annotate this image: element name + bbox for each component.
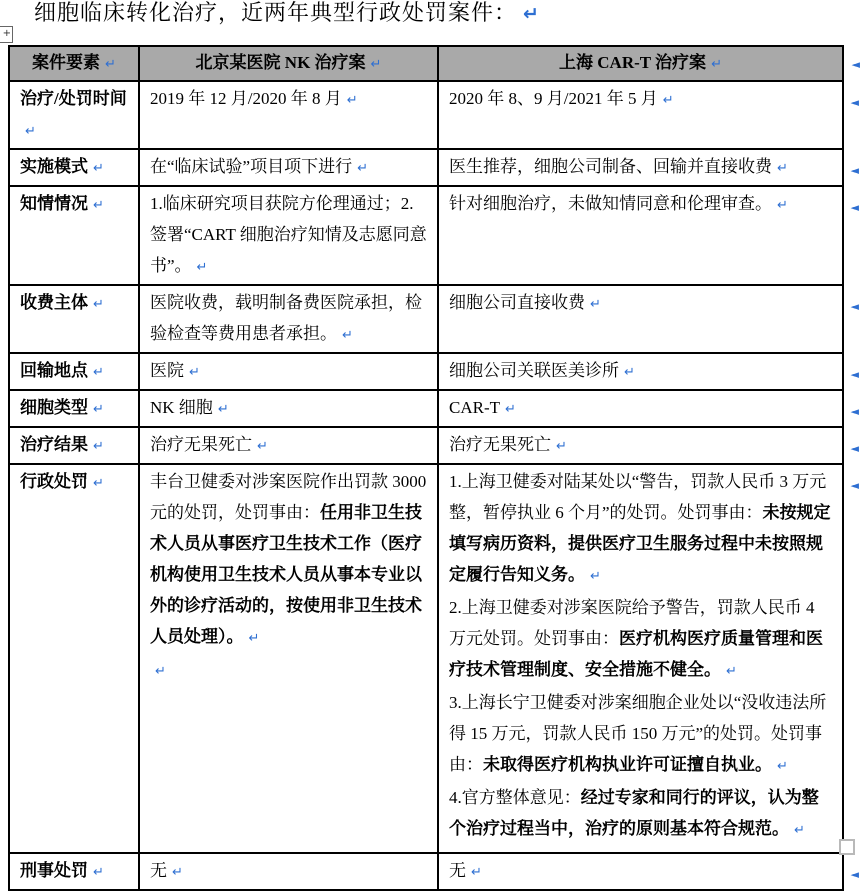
paragraph-mark-icon: ↵: [257, 439, 268, 454]
shanghai-cart-case-cell[interactable]: [438, 390, 859, 427]
text-run: 无: [150, 861, 167, 880]
beijing-nk-case-cell[interactable]: [139, 464, 438, 853]
text-run: CAR-T: [449, 398, 500, 417]
text-run: 未取得医疗机构执业许可证擅自执业。: [483, 755, 772, 774]
paragraph-mark-icon: ↵: [624, 365, 635, 380]
row-label: 细胞类型: [20, 398, 88, 417]
row-label: 治疗/处罚时间: [20, 89, 127, 108]
row-end-mark-icon: ◄: [850, 479, 859, 492]
table-row: [9, 81, 843, 149]
text-run: 2020 年 8、9 月/2021 年 5 月: [449, 89, 658, 108]
table-resize-handle-icon[interactable]: [839, 839, 855, 855]
beijing-nk-case-cell[interactable]: [139, 390, 438, 427]
paragraph-mark-icon: ↵: [93, 198, 104, 213]
paragraph-mark-icon: ↵: [93, 439, 104, 454]
cell-paragraph: [150, 855, 429, 888]
cell-paragraph: [449, 855, 834, 888]
cell-paragraph: [449, 287, 834, 320]
row-end-mark-icon: ◄: [850, 868, 859, 881]
text-run: 经过专家和同行的评议，认为整个治疗过程当中，治疗的原则基本符合规范。: [449, 788, 819, 838]
row-label: 刑事处罚: [20, 861, 88, 880]
paragraph-mark-icon: ↵: [189, 365, 200, 380]
cell-paragraph: [449, 429, 834, 462]
beijing-nk-case-cell[interactable]: [139, 285, 438, 353]
paragraph-mark-icon: ↵: [93, 161, 104, 176]
paragraph-mark-icon: ↵: [342, 328, 353, 343]
table-move-handle-icon[interactable]: +: [0, 26, 13, 43]
cell-paragraph: [449, 355, 834, 388]
beijing-nk-case-cell[interactable]: [139, 81, 438, 149]
text-run: 未按规定填写病历资料，提供医疗卫生服务过程中未按照规定履行告知义务。: [449, 503, 831, 584]
beijing-nk-case-cell[interactable]: [139, 353, 438, 390]
cell-paragraph: [150, 466, 429, 654]
text-run: 3.上海长宁卫健委对涉案细胞企业处以“没收违法所得 15 万元，罚款人民币 150 万元”的处罚。处罚事由：: [449, 693, 827, 774]
paragraph-mark-icon: ↵: [93, 297, 104, 312]
row-end-mark-icon: ◄: [851, 58, 860, 71]
row-end-mark-icon: ◄: [850, 201, 859, 214]
table-row: [9, 853, 843, 890]
header-cell-shanghai-cart-case[interactable]: 上海 CAR-T 治疗案 ↵ ◄: [438, 46, 843, 81]
row-end-mark-icon: ◄: [850, 368, 859, 381]
table-row: [9, 149, 843, 186]
paragraph-mark-icon: ↵: [777, 161, 788, 176]
paragraph-mark-icon: ↵: [777, 198, 788, 213]
text-run: 治疗无果死亡: [150, 435, 252, 454]
cell-paragraph: [449, 151, 834, 184]
cell-paragraph: [449, 687, 834, 782]
table-row: [9, 285, 843, 353]
row-label-cell[interactable]: [9, 427, 139, 464]
beijing-nk-case-cell[interactable]: [139, 149, 438, 186]
row-label-cell[interactable]: [9, 353, 139, 390]
text-run: 细胞公司直接收费: [449, 293, 585, 312]
shanghai-cart-case-cell[interactable]: [438, 353, 859, 390]
row-end-mark-icon: ◄: [850, 442, 859, 455]
beijing-nk-case-cell[interactable]: [139, 186, 438, 285]
cell-paragraph: [449, 782, 834, 846]
cell-paragraph: [449, 592, 834, 687]
row-end-mark-icon: ◄: [850, 164, 859, 177]
paragraph-mark-icon: ↵: [590, 569, 601, 584]
table-row: [9, 186, 843, 285]
shanghai-cart-case-cell[interactable]: [438, 853, 859, 890]
paragraph-mark-icon: ↵: [155, 664, 166, 679]
text-run: 医院: [150, 361, 184, 380]
row-label-cell[interactable]: [9, 285, 139, 353]
text-run: NK 细胞: [150, 398, 213, 417]
shanghai-cart-case-cell[interactable]: [438, 464, 859, 853]
text-run: 医疗机构医疗质量管理和医疗技术管理制度、安全措施不健全。: [449, 629, 823, 679]
row-label-cell[interactable]: [9, 390, 139, 427]
cell-end-mark-icon: ↵: [711, 57, 722, 72]
cell-paragraph: [449, 392, 834, 425]
row-label: 实施模式: [20, 157, 88, 176]
row-label-cell[interactable]: [9, 149, 139, 186]
cell-paragraph: [449, 466, 834, 592]
shanghai-cart-case-cell[interactable]: [438, 186, 859, 285]
row-label-cell[interactable]: [9, 464, 139, 853]
text-run: 无: [449, 861, 466, 880]
cell-paragraph: [150, 654, 429, 687]
cell-paragraph: [150, 151, 429, 184]
table-row: [9, 464, 843, 853]
shanghai-cart-case-cell[interactable]: [438, 81, 859, 149]
table-body: [9, 81, 859, 890]
table-row: [9, 390, 843, 427]
text-run: 2.上海卫健委对涉案医院给予警告，罚款人民币 4 万元处罚。处罚事由：: [449, 598, 815, 648]
row-end-mark-icon: ◄: [850, 300, 859, 313]
row-label: 治疗结果: [20, 435, 88, 454]
paragraph-mark-icon: ↵: [25, 124, 36, 139]
text-run: 1.临床研究项目获院方伦理通过；2.签署“CART 细胞治疗知情及志愿同意书”。: [150, 194, 427, 275]
table-row: [9, 353, 843, 390]
document-title[interactable]: [34, 0, 540, 27]
paragraph-mark-icon: ↵: [777, 759, 788, 774]
header-cell-case-elements[interactable]: 案件要素 ↵: [9, 46, 139, 81]
table-header-row: [9, 46, 843, 81]
paragraph-mark-icon: ↵: [172, 865, 183, 880]
text-run: 在“临床试验”项目项下进行: [150, 157, 353, 176]
header-cell-beijing-nk-case[interactable]: 北京某医院 NK 治疗案 ↵: [139, 46, 438, 81]
text-run: 医院收费，载明制备费医院承担，检验检查等费用患者承担。: [150, 293, 422, 343]
penalty-cases-table: [8, 45, 860, 891]
paragraph-mark-icon: ↵: [217, 402, 229, 417]
row-label: 回输地点: [20, 361, 88, 380]
row-label: 知情情况: [20, 194, 88, 213]
text-run: 丰台卫健委对涉案医院作出罚款 3000 元的处罚，处罚事由：: [150, 472, 427, 522]
text-run: 治疗无果死亡: [449, 435, 551, 454]
text-run: 4.官方整体意见：: [449, 788, 581, 807]
paragraph-mark-icon: ↵: [93, 365, 104, 380]
text-run: 细胞公司关联医美诊所: [449, 361, 619, 380]
cell-paragraph: [150, 83, 429, 116]
paragraph-mark-icon: ↵: [357, 161, 368, 176]
cell-paragraph: [449, 83, 834, 116]
cell-paragraph: [150, 287, 429, 351]
row-label-cell[interactable]: [9, 186, 139, 285]
paragraph-mark-icon: ↵: [556, 439, 567, 454]
text-run: 2019 年 12 月/2020 年 8 月: [150, 89, 342, 108]
cell-paragraph: [150, 429, 429, 462]
text-run: 任用非卫生技术人员从事医疗卫生技术工作（医疗机构使用卫生技术人员从事本专业以外的诊疗活动的，按使用非卫生技术人员处理）。: [150, 503, 422, 646]
paragraph-mark-icon: ↵: [93, 476, 104, 491]
cell-paragraph: [150, 188, 429, 283]
document-title-text: 细胞临床转化治疗，近两年典型行政处罚案件：: [34, 0, 518, 25]
cell-end-mark-icon: ↵: [370, 57, 382, 72]
paragraph-mark-icon: ↵: [346, 93, 358, 108]
row-label: 收费主体: [20, 293, 88, 312]
paragraph-mark-icon: ↵: [248, 631, 260, 646]
paragraph-mark-icon: ↵: [471, 865, 482, 880]
paragraph-mark-icon: ↵: [662, 93, 674, 108]
table-row: [9, 427, 843, 464]
paragraph-mark-icon: ↵: [523, 3, 540, 25]
row-label: 行政处罚: [20, 472, 88, 491]
paragraph-mark-icon: ↵: [93, 865, 104, 880]
cell-paragraph: [150, 392, 429, 425]
row-end-mark-icon: ◄: [850, 405, 859, 418]
cell-end-mark-icon: ↵: [105, 57, 116, 72]
shanghai-cart-case-cell[interactable]: [438, 427, 859, 464]
beijing-nk-case-cell[interactable]: [139, 853, 438, 890]
shanghai-cart-case-cell[interactable]: [438, 149, 859, 186]
cell-paragraph: [449, 188, 834, 221]
text-run: 针对细胞治疗，未做知情同意和伦理审查。: [449, 194, 772, 213]
paragraph-mark-icon: ↵: [794, 823, 805, 838]
row-label-cell[interactable]: [9, 81, 139, 149]
paragraph-mark-icon: ↵: [505, 402, 516, 417]
row-label-cell[interactable]: [9, 853, 139, 890]
row-end-mark-icon: ◄: [850, 96, 859, 109]
shanghai-cart-case-cell[interactable]: [438, 285, 859, 353]
paragraph-mark-icon: ↵: [93, 402, 104, 417]
paragraph-mark-icon: ↵: [590, 297, 601, 312]
text-run: 1.上海卫健委对陆某处以“警告，罚款人民币 3 万元整，暂停执业 6 个月”的处罚。处罚事由：: [449, 472, 827, 522]
beijing-nk-case-cell[interactable]: [139, 427, 438, 464]
cell-paragraph: [150, 355, 429, 388]
paragraph-mark-icon: ↵: [196, 260, 208, 275]
text-run: 医生推荐，细胞公司制备、回输并直接收费: [449, 157, 772, 176]
paragraph-mark-icon: ↵: [726, 664, 737, 679]
